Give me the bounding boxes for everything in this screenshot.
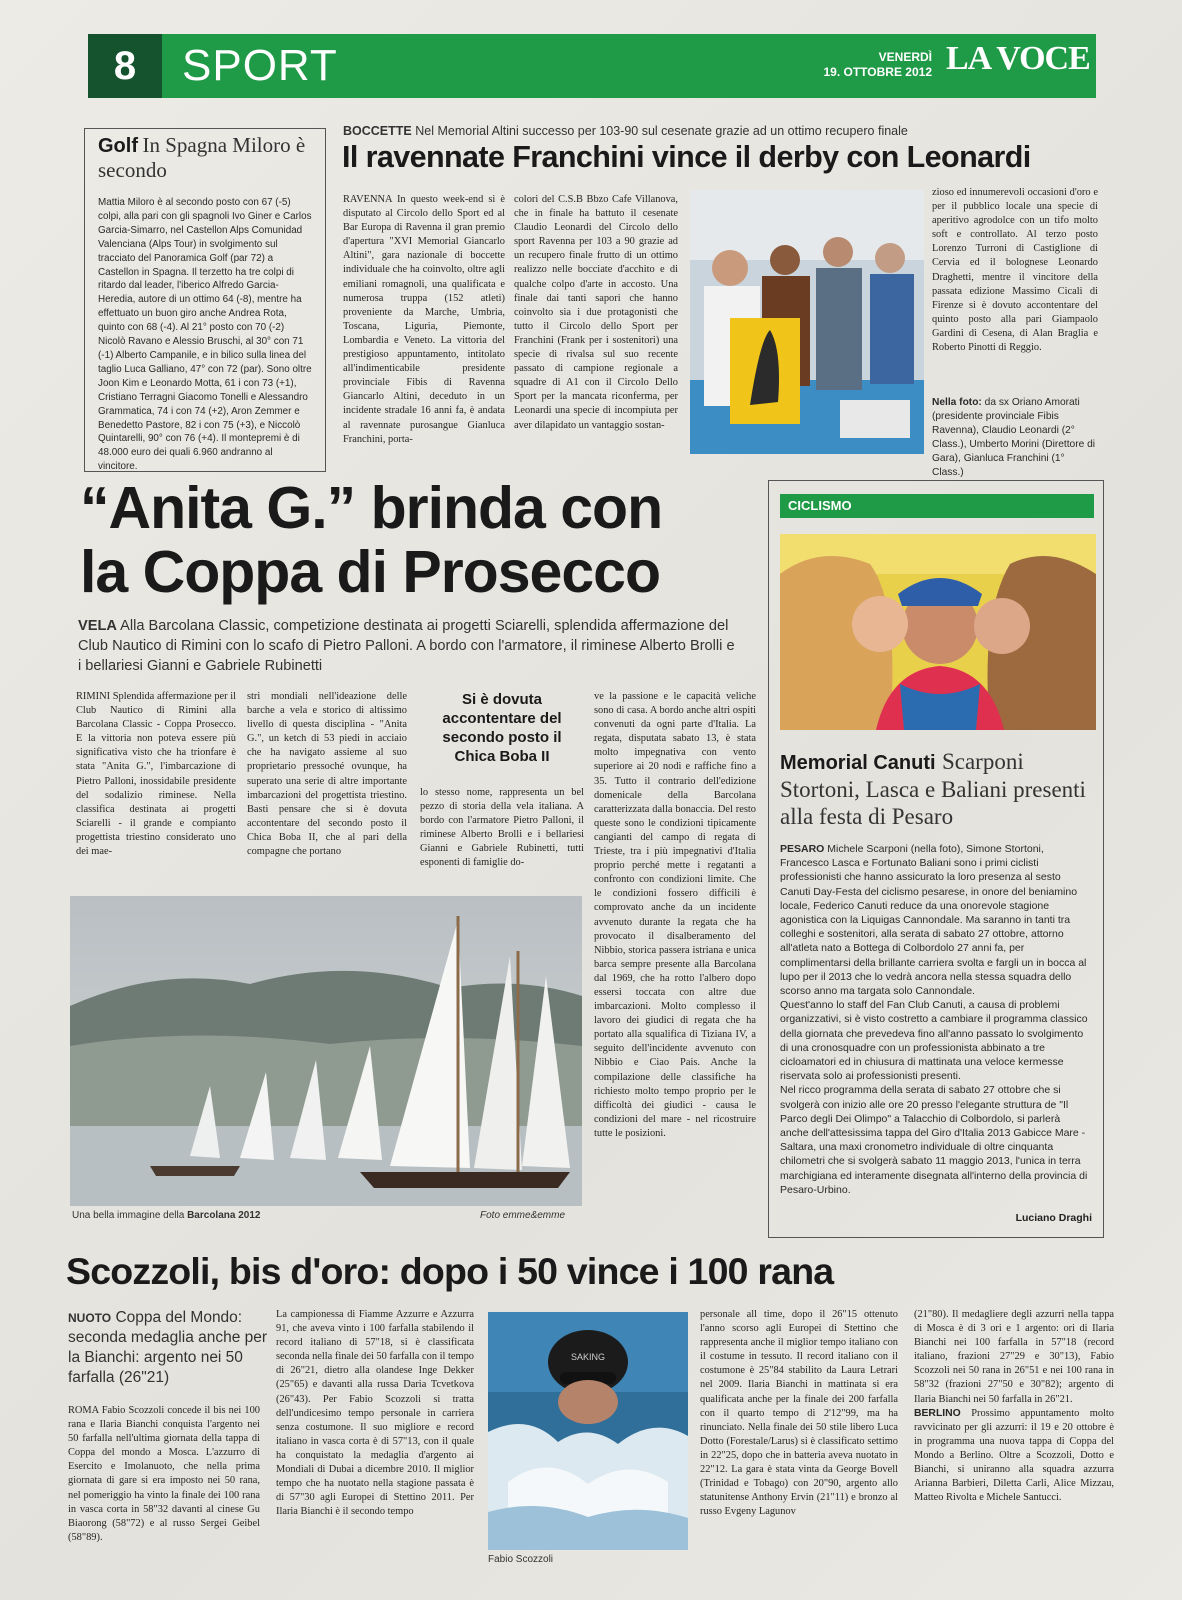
swim-cap-text: SAKING [570, 1352, 606, 1362]
nuoto-col-4-a: (21"80). Il medagliere degli azzurri nella tappa di Mosca è di 3 ori e 1 argento: ori di Ilaria Bianchi nei 100 farfalla in 57"18 (record italiano, frazioni 27"29 e 30"13), Fabio Scozzoli nei 50 rana in 26"51 e nei 100 rana in 58"32 (frazioni 27"50 e 30"82); argento di Ilaria Bianchi nei 50 farfalla in 26"21. [914, 1309, 1114, 1405]
scozzoli-caption: Fabio Scozzoli [488, 1554, 554, 1565]
ciclismo-body-kicker: PESARO [780, 843, 825, 855]
issue-date [800, 50, 932, 80]
scarponi-photo [780, 534, 1096, 730]
boccette-headline: Il ravennate Franchini vince il derby con Leonardi [342, 140, 1031, 174]
vela-col-3: lo stesso nome, rappresenta un bel pezzo di storia della vela italiana. A bordo con l'armatore Pietro Palloni, il riminese Alberto Brolli e i bellariesi Gianni e Gabriele Rubinetti, tutti esponenti di famiglie do- [420, 787, 584, 869]
boccette-col-3: zioso ed innumerevoli occasioni d'oro e per il pubblico locale una specie di aperitivo agrodolce con un tifo molto soft e controllato. Al terzo posto Lorenzo Turroni di Castiglione di Cervia ed il bolognese Leonardo Draghetti, mentre il vincitore della passata edizione Massimo Cicali di Firenze si è dovuto accontentare del quinto posto alla pari Giampaolo Gardini di Cesena, di Alan Braglia e Roberto Pinotti di Reggio. [932, 187, 1098, 354]
boccette-col-1: RAVENNA In questo week-end si è disputato al Circolo dello Sport ed al Bar Europa di Ravenna il gran premio d'apertura "XVI Memorial Giancarlo Altini", gara nazionale di boccette individuale che ha coinvolto, oltre agli emiliani romagnoli, una qualificata e numerosa truppa (152 atleti) proveniente da Marche, Umbria, Toscana, Liguria, Piemonte, Lombardia e Veneto. La vittoria del prestigioso appuntamento, intitolato all'indimenticabile presidente provinciale Fibis di Ravenna Giancarlo Altini, deceduto in un incidente stradale 16 anni fa, è andata al ravennate purosangue Gianluca Franchini, porta- [343, 194, 505, 445]
nuoto-summary: Coppa del Mondo: seconda medaglia anche per la Bianchi: argento nei 50 farfalla (26"21) [68, 1309, 268, 1386]
ciclismo-body-p1-wrap [780, 842, 1088, 998]
ciclismo-body [780, 842, 1088, 1208]
barcolana-caption-bold: Barcolana 2012 [187, 1210, 261, 1221]
issue-date-text: 19. OTTOBRE 2012 [823, 65, 932, 79]
ciclismo-body-p2: Quest'anno lo staff del Fan Club Canuti, a causa di problemi organizzativi, si è visto costretto a cambiare il programma classico della giornata che prevedeva fino all'anno passato lo svolgimento di una cronosquadre con un professionista abbinato a tre cicloamatori ed in chiusura di mattinata una veloce kermesse riservata solo ai professionisti presenti. [780, 999, 1088, 1083]
nuoto-col-1: ROMA Fabio Scozzoli concede il bis nei 100 rana e Ilaria Bianchi conquista l'argento nei 50 farfalla nell'ultima giornata della tappa di Coppa del mondo a Mosca. L'azzurro di Esercito e Imolanuoto, che nella prima giornata di gare si era imposto nei 50 rana, nel pomeriggio ha vinto la finale dei 100 rana in vasca corta in 58"32 davanti al cinese Gu Biaorong (58"72) e al russo Sergei Geibel (58"89). [68, 1405, 260, 1543]
section-title: SPORT [182, 41, 338, 90]
barcolana-caption-prefix: Una bella immagine della [72, 1210, 185, 1221]
nuoto-col-2: La campionessa di Fiamme Azzurre e Azzurra 91, che aveva vinto i 100 farfalla stabilendo il record italiano di 57"18, si è classificata seconda nella finale dei 50 farfalla con il tempo di 26"21, dietro alla olandese Inge Dekker (25"65) e davanti alla russa Daria Tcvetkova (26"43). Per Fabio Scozzoli si tratta dell'undicesimo tempo personale in carriera senza costumone. Il suo migliore e record italiano in vasca corta è di 57"13, con il quale ha conquistato la medaglia d'argento ai Mondiali di Dubai a dicembre 2010. Il miglior tempo che ha nuotato nella stagione passata è di 57"30 agli Europei di Stettino 2011. Per Ilaria Bianchi è il secondo tempo [276, 1309, 474, 1518]
vela-kicker: VELA [78, 618, 117, 634]
golf-headline [98, 134, 318, 184]
boccette-summary: Nel Memorial Altini successo per 103-90 sul cesenate grazie ad un ottimo recupero finale [415, 124, 908, 138]
golf-body: Mattia Miloro è al secondo posto con 67 (-5) colpi, alla pari con gli spagnoli Ivo Giner e Carlos Garcia-Simarro, nel Castellon Alps Comunidad Valenciana (Alps Tour) in svolgimento sul tracciato del Panoramica Golf (par 72) a Castellon in Spagna. Il terzetto ha tre colpi di ritardo dal leader, l'iberico Alfredo Garcia-Heredia, autore di un ottimo 64 (-8), mentre ha effettuato un buon giro anche Andrea Rota, quinto con 68 (-4). Al 21° posto con 70 (-2) Nicolò Ravano e Alessio Bruschi, al 30° con 71 (-1) Alberto Campanile, e in bilico sulla linea del taglio Luca Galliano, 47° con 72 (par). Sono oltre Joon Kim e Leonardo Motta, 61 i con 73 (+1), Cristiano Terragni Giacomo Tonelli e Alessandro Grammatica, 74 i con 74 (+2), Aron Zemmer e Benedetto Pastore, 82 i con 75 (+3), e Niccolò Quintarelli, 90° con 76 (+4). Il montepremi è di 48.000 euro dei quali 6.960 andranno al vincitore. [98, 197, 312, 473]
boccette-photo [690, 190, 924, 454]
boccette-caption-label: Nella foto: [932, 397, 982, 408]
golf-kicker: Golf [98, 135, 138, 157]
page-number: 8 [88, 34, 162, 98]
boccette-col-2: colori del C.S.B Bbzo Cafe Villanova, che in finale ha battuto il cesenate Claudio Leonardi del Circolo dello sport Ravenna per 103 a 90 grazie ad un recupero finale frutto di un ottimo realizzo nelle bocciate d'acchito e di qualche colpo d'arte in accosto. Una finale dai tanti sapori che hanno coinvolto sia i due protagonisti che tutto il Circolo dello Sport per Franchini (Frank per i sostenitori) una specie di rivalsa sul suo recente passato di campione regionale a squadre di A1 con il Circolo Dello Sport per la mancata riconferma, per Leonardi una specie di incompiuta per aver dilapidato un vantaggio sostan- [514, 194, 678, 431]
nuoto-col-3: personale all time, dopo il 26"15 ottenuto l'anno scorso agli Europei di Stettino che rappresenta anche il miglior tempo italiano con il costume in tessuto. Il record italiano con il costumone è 25"84 stabilito da Laura Letrari nel 2009. Ilaria Bianchi in mattinata si era qualificata anche per la finale dei 200 farfalla con il quarto tempo di 2'12"99, ma ha rinunciato. Nella finale dei 50 stile libero Luca Dotto (Forestale/Larus) si è classificato settimo in 22"25, dopo che in batteria aveva nuotato in 22"12. La gara è stata vinta da George Bovell (Trinidad e Tobago) con 20"90, argento allo statunitense Anthony Ervin (21"11) e bronzo al russo Evgeny Lagunov [700, 1309, 898, 1518]
vela-summary-block [78, 616, 738, 676]
nuoto-headline: Scozzoli, bis d'oro: dopo i 50 vince i 100 rana [66, 1250, 834, 1292]
barcolana-caption [72, 1210, 412, 1221]
boccette-kicker: BOCCETTE [343, 124, 412, 138]
ciclismo-headline-rest: Scarponi Stortoni, Lasca e Baliani presenti alla festa di Pesaro [780, 749, 1086, 829]
vela-pullquote: Si è dovuta accontentare del secondo posto il Chica Boba II [442, 691, 562, 765]
nuoto-col-4-b-wrap [914, 1407, 1114, 1506]
vela-headline-line-1: “Anita G.” brinda con [80, 475, 663, 541]
boccette-caption [932, 396, 1098, 479]
golf-title: In Spagna Miloro è secondo [98, 133, 306, 182]
boccette-caption-text: da sx Oriano Amorati (presidente provinciale Fibis Ravenna), Claudio Leonardi (2° Class.), Umberto Morini (Direttore di Gara), Gianluca Franchini (1° Class.) [932, 397, 1096, 479]
scozzoli-photo [488, 1312, 688, 1550]
nuoto-summary-block [68, 1308, 268, 1388]
vela-col-2: stri mondiali nell'ideazione delle barche a vela e storico di altissimo livello di questa disciplina - "Anita G.", un ketch di 53 piedi in acciaio che ha navigato assieme al suo proprietario pressoché ovunque, ha superato una serie di altre importante imbarcazioni del progettista triestino. Basti pensare che si è dovuta accontentare del secondo posto il Chica Boba II, che al pari della compagne che portano [247, 691, 407, 858]
barcolana-photo-illustration [70, 896, 582, 1206]
ciclismo-label: CICLISMO [780, 494, 1094, 518]
scarponi-photo-illustration [780, 534, 1096, 730]
ciclismo-headline-bold: Memorial Canuti [780, 752, 936, 774]
nuoto-col-4-kicker: BERLINO [914, 1407, 961, 1419]
boccette-summary-line [343, 124, 1083, 138]
nuoto-kicker: NUOTO [68, 1311, 112, 1325]
issue-day: VENERDÌ [878, 50, 932, 64]
boccette-photo-illustration [690, 190, 924, 454]
barcolana-photo [70, 896, 582, 1206]
ciclismo-body-p3: Nel ricco programma della serata di sabato 27 ottobre che si svolgerà con inizio alle ore 20 presso l'elegante struttura de "Il Parco degli Dei Olimpo" a Talacchio di Colbordolo, si parlerà anche dell'attesissima tappa del Giro d'Italia 2013 Gabicce Mare -Saltara, una maxi cronometro individuale di oltre cinquanta chilometri che si svolgerà sabato 11 maggio 2013, l'unica in terra marchigiana ed interamente disegnata all'interno della provincia di Pesaro-Urbino. [780, 1084, 1088, 1196]
vela-summary: Alla Barcolana Classic, competizione destinata ai progetti Sciarelli, splendida affermazione del Club Nautico di Rimini con lo scafo di Pietro Palloni. A bordo con l'armatore, il riminese Alberto Brolli e i bellariesi Gianni e Gabriele Rubinetti [78, 618, 735, 674]
ciclismo-body-p1: Michele Scarponi (nella foto), Simone Stortoni, Francesco Lasca e Fortunato Baliani sono i primi ciclisti professionisti che hanno assicurato la loro presenza al sesto Canuti Day-Festa del ciclismo pesarese, in onore del beniamino locale, Federico Canuti reduce da una onorevole stagione agonistica con la Liquigas Cannondale. Ma saranno in tanti tra colleghi e sostenitori, alla serata di sabato 27 ottobre, attorno all'atleta nato a Bottega di Colbordolo 27 anni fa, per complimentarsi della brillante carriera svolta e fargli un in bocca al lupo per il 2013 che lo vedrà ancora nella stessa squadra dello scorso anno ma targata solo Cannondale. [780, 843, 1087, 998]
nuoto-col-4 [914, 1308, 1114, 1576]
vela-headline-line-2: la Coppa di Prosecco [80, 539, 660, 605]
ciclismo-author: Luciano Draghi [1015, 1212, 1092, 1224]
nuoto-col-4-b: Prossimo appuntamento molto ravvicinato per gli azzurri: il 19 e 20 ottobre è in programma una nuova tappa di Coppa del Mondo a Berlino. Oltre a Scozzoli, Dotto e Bianchi, si uniranno alla squadra azzurra Arianna Barbieri, Diletta Carli, Alice Mizzau, Matteo Rivolta e Michele Santucci. [914, 1407, 1114, 1504]
barcolana-photo-credit: Foto emme&emme [480, 1210, 566, 1221]
ciclismo-headline [780, 748, 1100, 830]
newspaper-logo: LA VOCE [946, 40, 1090, 77]
vela-col-1: RIMINI Splendida affermazione per il Club Nautico di Rimini alla Barcolana Classic - Coppa Prosecco. E la vittoria non poteva essere più significativa visto che ha trionfare è stata "Anita G.", l'imbarcazione di Pietro Palloni, inossidabile presidente del sodalizio riminese. Nella classifica destinata ai progetti Sciarelli - il grande e compianto progettista triestino considerato uno dei mae- [76, 691, 236, 858]
vela-headline [80, 476, 760, 604]
scozzoli-photo-illustration [488, 1312, 688, 1550]
vela-col-4: ve la passione e le capacità veliche sono di casa. A bordo anche altri ospiti convenuti da ogni parte d'Italia. La regata, disputata sabato 13, è stata molto impegnativa con vento superiore ai 20 nodi e raffiche fino a 35. Tutto il contrario dell'edizione domenicale della Barcolana caratterizzata dalla bonaccia. Del resto queste sono le condizioni tipicamente cangianti del campo di regata di Trieste, tra i più impegnativi d'Italia proprio perché mette i regatanti a confronto con condizioni limite. Che le condizioni fossero difficili è comprovato anche da un incidente avvenuto durante la regata che ha provocato il disalberamento del Nibbio, storica passera istriana e unica barca sempre presente alla Barcolana dal 1969, che ha rotto l'albero dopo essersi toccata con altre due imbarcazioni. Molto complesso il lavoro dei giudici di regata che ha portato alla squalifica di Tiziana IV, a seguito dell'incidente avvenuto con Nibbio e Ciao Pais. Anche la compilazione delle classifiche ha richiesto molto tempo proprio per le difficoltà dei giudici - causa le condizioni del mare - nel ricostruire tutte le posizioni. [594, 691, 756, 1139]
